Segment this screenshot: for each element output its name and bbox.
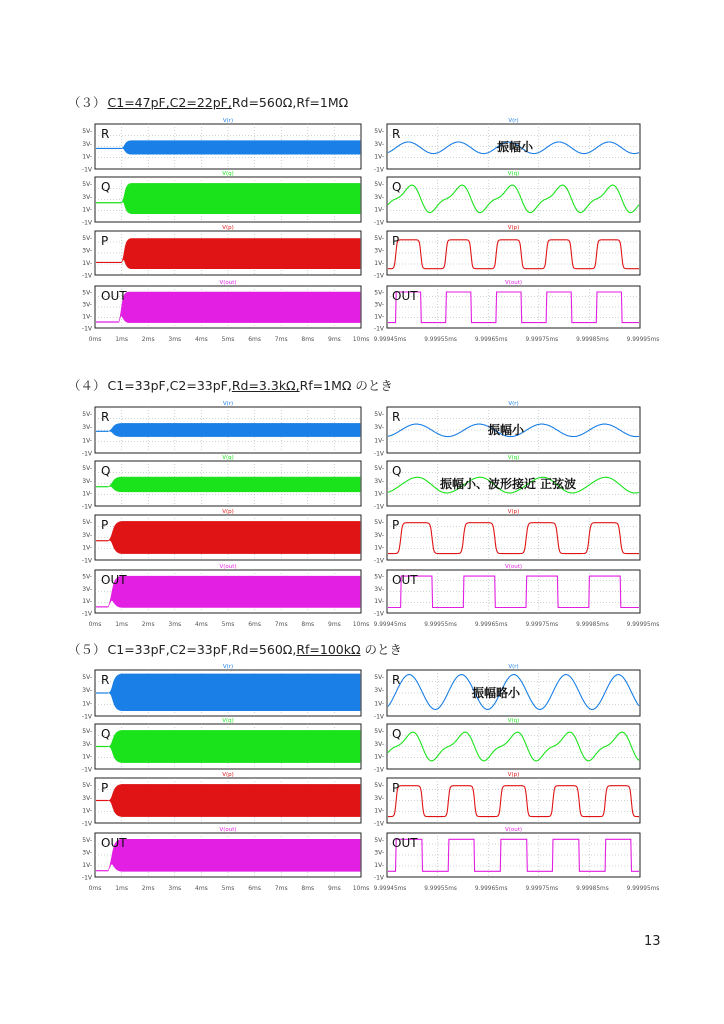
x-tick-label: 4ms — [195, 885, 208, 892]
y-tick-label: 3V- — [374, 193, 384, 201]
y-tick-label: -1V — [81, 820, 92, 828]
x-tick-label: 7ms — [274, 336, 288, 343]
y-tick-label: 1V- — [374, 259, 384, 267]
x-tick-label: 9.99945ms — [373, 886, 407, 892]
trace-label: OUT — [392, 836, 418, 850]
trace-label: P — [392, 781, 400, 795]
y-tick-label: 1V- — [82, 153, 92, 161]
y-tick-label: 5V- — [374, 289, 384, 297]
trace-envelope — [108, 423, 360, 436]
trace-label: Q — [392, 180, 402, 194]
y-tick-label: 5V- — [82, 518, 92, 526]
y-tick-label: -1V — [373, 557, 384, 565]
x-tick-label: 0ms — [88, 336, 102, 343]
scope-section-4 — [82, 401, 659, 628]
trace-envelope — [122, 141, 360, 155]
y-tick-label: 5V- — [82, 411, 92, 419]
y-tick-label: -1V — [373, 166, 384, 174]
section-number: （３） — [68, 95, 106, 110]
x-tick-label: 5ms — [221, 885, 235, 892]
x-tick-label: 4ms — [195, 621, 208, 628]
y-tick-label: 3V- — [374, 424, 384, 432]
trace-name: V(p) — [222, 509, 234, 515]
y-tick-label: -1V — [373, 820, 384, 828]
scope-section-5 — [82, 664, 659, 892]
panel-r — [82, 664, 640, 721]
trace-label: OUT — [101, 836, 127, 850]
y-tick-label: 3V- — [374, 301, 384, 309]
panel-out — [82, 280, 640, 333]
x-tick-label: 9.99955ms — [424, 886, 457, 892]
x-tick-label: 7ms — [274, 885, 288, 892]
section-number: （４） — [68, 378, 106, 393]
x-tick-label: 1ms — [115, 336, 128, 343]
annotation-text: 振幅小、波形接近 正弦波 — [440, 477, 577, 491]
trace-label: Q — [101, 464, 111, 478]
y-tick-label: 3V- — [82, 740, 92, 748]
trace-name: V(r) — [508, 664, 519, 670]
trace-label: R — [392, 410, 401, 424]
x-tick-label: 3ms — [168, 885, 182, 892]
trace-envelope — [119, 292, 360, 323]
y-tick-label: -1V — [81, 219, 92, 227]
scope-section-3 — [82, 118, 659, 343]
y-tick-label: 1V- — [82, 437, 92, 445]
trace-label: Q — [101, 180, 111, 194]
y-tick-label: 1V- — [82, 598, 92, 606]
y-tick-label: 5V- — [82, 781, 92, 789]
x-tick-label: 9.99995ms — [626, 337, 660, 343]
trace-name: V(r) — [222, 664, 234, 670]
y-tick-label: 1V- — [82, 807, 92, 815]
y-tick-label: 5V- — [82, 464, 92, 472]
x-tick-label: 9.99945ms — [373, 337, 407, 343]
x-tick-label: 2ms — [141, 336, 155, 343]
y-tick-label: 5V- — [374, 518, 384, 526]
y-tick-label: 1V- — [374, 544, 384, 552]
condition-text: Rd=560Ω,Rf=1MΩ — [231, 95, 349, 110]
y-tick-label: 5V- — [374, 234, 384, 242]
y-tick-label: 3V- — [374, 849, 384, 857]
y-tick-label: 1V- — [374, 313, 384, 321]
y-tick-label: 3V- — [82, 585, 92, 593]
trace-label: Q — [392, 727, 402, 741]
trace-label: P — [101, 234, 109, 248]
x-tick-label: 9.99945ms — [373, 622, 407, 628]
trace-name: V(q) — [222, 455, 234, 461]
trace-name: V(out) — [504, 280, 523, 286]
trace-name: V(r) — [508, 118, 519, 124]
condition-text: C1=33pF,C2=33pF, — [107, 378, 232, 393]
y-tick-label: -1V — [373, 272, 384, 280]
y-tick-label: 5V- — [374, 573, 384, 581]
y-tick-label: 3V- — [374, 477, 384, 485]
condition-text: Rf=1MΩ のとき — [299, 378, 393, 393]
trace-name: V(out) — [219, 564, 237, 570]
y-tick-label: 1V- — [82, 544, 92, 552]
x-tick-label: 5ms — [221, 621, 235, 628]
panel-q — [82, 455, 640, 511]
x-tick-label: 9.99965ms — [474, 886, 508, 892]
x-tick-label: 9ms — [328, 621, 341, 628]
trace-label: P — [392, 234, 400, 248]
trace-label: P — [392, 518, 400, 532]
trace-name: V(p) — [507, 509, 520, 515]
panel-r — [82, 118, 640, 174]
trace-name: V(r) — [222, 401, 234, 407]
trace-envelope — [108, 521, 360, 553]
y-tick-label: 1V- — [374, 861, 384, 869]
y-tick-label: 5V- — [82, 289, 92, 297]
trace-name: V(p) — [222, 772, 234, 778]
y-tick-label: 5V- — [82, 674, 92, 682]
trace-label: P — [101, 781, 109, 795]
y-tick-label: 3V- — [82, 424, 92, 432]
y-tick-label: 5V- — [374, 464, 384, 472]
panel-p — [82, 772, 640, 828]
y-tick-label: -1V — [373, 874, 384, 882]
trace-envelope — [122, 183, 360, 213]
y-tick-label: 1V- — [82, 861, 92, 869]
trace-name: V(p) — [222, 225, 234, 231]
x-tick-label: 1ms — [115, 885, 128, 892]
x-tick-label: 0ms — [88, 885, 102, 892]
x-tick-label: 2ms — [141, 885, 155, 892]
x-tick-label: 9.99985ms — [576, 622, 609, 628]
y-tick-label: 5V- — [374, 727, 384, 735]
y-tick-label: 3V- — [374, 140, 384, 148]
x-tick-label: 5ms — [221, 336, 235, 343]
y-tick-label: 5V- — [82, 180, 92, 188]
trace-name: V(out) — [504, 827, 523, 833]
y-tick-label: 5V- — [82, 573, 92, 581]
y-tick-label: -1V — [373, 503, 384, 511]
trace-envelope — [108, 730, 360, 762]
y-tick-label: 3V- — [82, 687, 92, 695]
trace-label: OUT — [101, 573, 127, 587]
y-tick-label: 5V- — [374, 674, 384, 682]
y-tick-label: -1V — [81, 874, 92, 882]
x-tick-label: 8ms — [301, 336, 315, 343]
annotation-text: 振幅略小 — [472, 686, 521, 700]
y-tick-label: -1V — [81, 166, 92, 174]
y-tick-label: 1V- — [82, 490, 92, 498]
x-tick-label: 7ms — [274, 621, 288, 628]
panel-out — [82, 564, 640, 618]
y-tick-label: -1V — [373, 610, 384, 618]
y-tick-label: 5V- — [82, 836, 92, 844]
y-tick-label: -1V — [373, 450, 384, 458]
trace-label: Q — [392, 464, 402, 478]
y-tick-label: 3V- — [374, 247, 384, 255]
annotation-text: 振幅小 — [488, 423, 525, 437]
trace-label: OUT — [392, 289, 418, 303]
trace-name: V(p) — [507, 225, 520, 231]
trace-name: V(q) — [507, 171, 520, 177]
x-tick-label: 9.99955ms — [424, 622, 457, 628]
x-tick-label: 9ms — [328, 336, 341, 343]
y-tick-label: -1V — [81, 325, 92, 333]
y-tick-label: -1V — [81, 557, 92, 565]
y-tick-label: 5V- — [374, 127, 384, 135]
y-tick-label: -1V — [81, 713, 92, 721]
y-tick-label: 1V- — [374, 437, 384, 445]
x-tick-label: 9ms — [328, 885, 341, 892]
trace-name: V(out) — [504, 564, 523, 570]
x-tick-label: 9.99965ms — [474, 622, 508, 628]
trace-label: Q — [101, 727, 111, 741]
condition-text: のとき — [360, 642, 403, 657]
y-tick-label: -1V — [373, 325, 384, 333]
trace-label: R — [392, 673, 401, 687]
y-tick-label: 3V- — [82, 477, 92, 485]
y-tick-label: -1V — [373, 219, 384, 227]
panel-out — [82, 827, 640, 882]
y-tick-label: 5V- — [374, 180, 384, 188]
condition-text: C1=33pF,C2=33pF,Rd=560Ω, — [107, 642, 297, 657]
y-tick-label: 1V- — [82, 206, 92, 214]
y-tick-label: 5V- — [374, 781, 384, 789]
y-tick-label: 3V- — [82, 140, 92, 148]
annotation-text: 振幅小 — [497, 140, 534, 154]
trace-envelope — [122, 239, 360, 269]
x-tick-label: 9.99975ms — [525, 886, 559, 892]
y-tick-label: 3V- — [374, 740, 384, 748]
y-tick-label: 3V- — [374, 531, 384, 539]
y-tick-label: 3V- — [82, 849, 92, 857]
y-tick-label: 1V- — [82, 753, 92, 761]
trace-name: V(out) — [219, 280, 237, 286]
x-tick-label: 0ms — [88, 621, 102, 628]
trace-label: OUT — [101, 289, 127, 303]
x-tick-label: 10ms — [352, 621, 370, 628]
y-tick-label: 3V- — [82, 301, 92, 309]
trace-name: V(out) — [219, 827, 237, 833]
panel-r — [82, 401, 640, 458]
y-tick-label: 5V- — [82, 127, 92, 135]
trace-label: R — [101, 673, 110, 687]
trace-envelope — [108, 576, 360, 607]
trace-envelope — [108, 477, 360, 492]
x-tick-label: 6ms — [248, 336, 261, 343]
panel-q — [82, 171, 640, 227]
y-tick-label: 3V- — [374, 585, 384, 593]
trace-name: V(q) — [222, 718, 234, 724]
y-tick-label: -1V — [81, 766, 92, 774]
y-tick-label: 3V- — [82, 247, 92, 255]
panel-q — [82, 718, 640, 774]
trace-name: V(r) — [508, 401, 519, 407]
x-tick-label: 4ms — [195, 336, 208, 343]
x-tick-label: 10ms — [352, 336, 370, 343]
x-tick-label: 9.99985ms — [576, 337, 609, 343]
y-tick-label: 1V- — [374, 807, 384, 815]
trace-envelope — [108, 674, 360, 711]
trace-label: OUT — [392, 573, 418, 587]
x-tick-label: 1ms — [115, 621, 128, 628]
x-tick-label: 9.99995ms — [626, 622, 660, 628]
y-tick-label: 5V- — [374, 836, 384, 844]
trace-label: R — [392, 127, 401, 141]
y-tick-label: 1V- — [374, 753, 384, 761]
x-tick-label: 3ms — [168, 336, 182, 343]
x-tick-label: 6ms — [248, 885, 261, 892]
y-tick-label: 1V- — [82, 700, 92, 708]
x-tick-label: 2ms — [141, 621, 155, 628]
x-tick-label: 9.99975ms — [525, 622, 559, 628]
x-tick-label: 9.99975ms — [525, 337, 559, 343]
y-tick-label: 1V- — [374, 206, 384, 214]
y-tick-label: 3V- — [82, 794, 92, 802]
trace-name: V(q) — [507, 455, 520, 461]
trace-name: V(r) — [222, 118, 234, 124]
y-tick-label: 5V- — [82, 727, 92, 735]
trace-label: P — [101, 518, 109, 532]
y-tick-label: 1V- — [374, 700, 384, 708]
y-tick-label: 1V- — [82, 313, 92, 321]
y-tick-label: 1V- — [82, 259, 92, 267]
condition-text: Rd=3.3kΩ, — [231, 378, 300, 393]
condition-text: Rf=100kΩ — [296, 642, 361, 657]
y-tick-label: 3V- — [82, 193, 92, 201]
trace-envelope — [108, 839, 360, 871]
trace-label: R — [101, 127, 110, 141]
x-tick-label: 6ms — [248, 621, 261, 628]
x-tick-label: 8ms — [301, 885, 315, 892]
section-number: （５） — [68, 642, 106, 657]
panel-p — [82, 225, 640, 280]
panel-p — [82, 509, 640, 565]
trace-name: V(q) — [507, 718, 520, 724]
y-tick-label: 5V- — [374, 411, 384, 419]
y-tick-label: 3V- — [82, 531, 92, 539]
y-tick-label: -1V — [373, 766, 384, 774]
x-tick-label: 9.99965ms — [474, 337, 508, 343]
x-tick-label: 9.99955ms — [424, 337, 457, 343]
condition-text: C1=47pF,C2=22pF, — [107, 95, 232, 110]
y-tick-label: 5V- — [82, 234, 92, 242]
trace-envelope — [108, 784, 360, 816]
y-tick-label: -1V — [81, 450, 92, 458]
y-tick-label: -1V — [81, 272, 92, 280]
x-tick-label: 9.99985ms — [576, 886, 609, 892]
y-tick-label: -1V — [373, 713, 384, 721]
y-tick-label: 1V- — [374, 598, 384, 606]
x-tick-label: 9.99995ms — [626, 886, 660, 892]
trace-label: R — [101, 410, 110, 424]
y-tick-label: 3V- — [374, 794, 384, 802]
trace-name: V(q) — [222, 171, 234, 177]
trace-name: V(p) — [507, 772, 520, 778]
y-tick-label: 1V- — [374, 490, 384, 498]
y-tick-label: -1V — [81, 610, 92, 618]
y-tick-label: -1V — [81, 503, 92, 511]
page-number: 13 — [644, 934, 661, 949]
y-tick-label: 1V- — [374, 153, 384, 161]
x-tick-label: 3ms — [168, 621, 182, 628]
y-tick-label: 3V- — [374, 687, 384, 695]
x-tick-label: 8ms — [301, 621, 315, 628]
x-tick-label: 10ms — [352, 885, 370, 892]
